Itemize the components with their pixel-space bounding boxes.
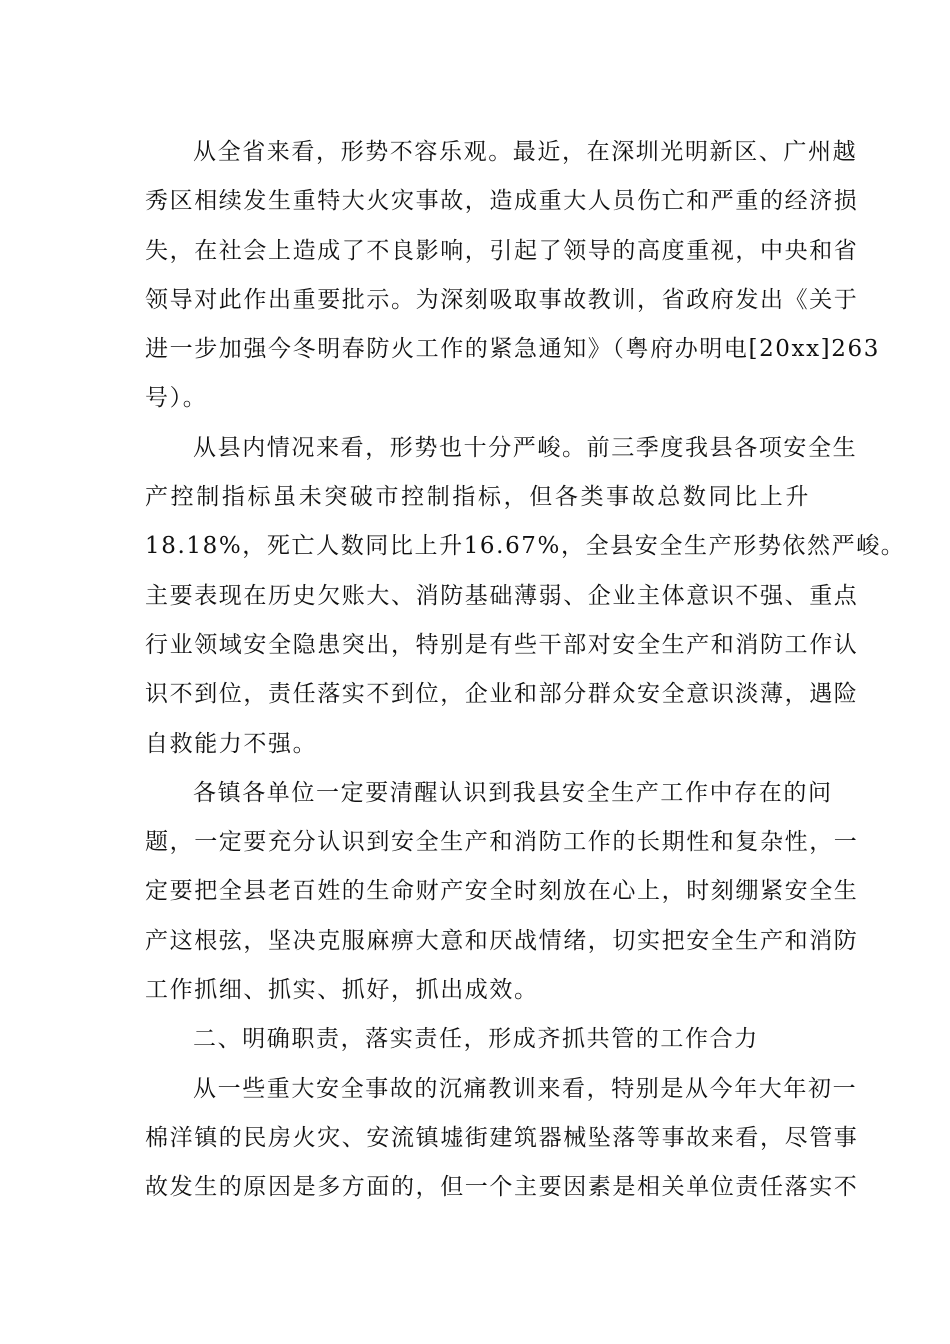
text-line: 自救能力不强。 [145, 730, 318, 757]
text-line: 从县内情况来看，形势也十分严峻。前三季度我县各项安全生 [193, 434, 858, 461]
text-line: 行业领域安全隐患突出，特别是有些干部对安全生产和消防工作认 [145, 631, 859, 658]
body-text [145, 128, 906, 1213]
text-line: 领导对此作出重要批示。为深刻吸取事故教训，省政府发出《关于 [145, 286, 859, 313]
text-line: 进一步加强今冬明春防火工作的紧急通知》（粤府办明电[20xx]263 [145, 336, 880, 363]
text-line: 从全省来看，形势不容乐观。最近，在深圳光明新区、广州越 [193, 139, 858, 165]
text-line: 主要表现在历史欠账大、消防基础薄弱、企业主体意识不强、重点 [145, 582, 859, 609]
text-line: 失，在社会上造成了不良影响，引起了领导的高度重视，中央和省 [145, 237, 859, 264]
text-line: 18.18%，死亡人数同比上升16.67%，全县安全生产形势依然严峻。 [145, 533, 906, 560]
text-line: 号）。 [145, 385, 208, 412]
text-line: 题，一定要充分认识到安全生产和消防工作的长期性和复杂性，一 [145, 829, 859, 856]
text-line: 识不到位，责任落实不到位，企业和部分群众安全意识淡薄，遇险 [145, 681, 859, 708]
text-line: 棉洋镇的民房火灾、安流镇墟街建筑器械坠落等事故来看，尽管事 [145, 1124, 859, 1151]
text-line: 定要把全县老百姓的生命财产安全时刻放在心上，时刻绷紧安全生 [145, 878, 859, 905]
text-line: 产控制指标虽未突破市控制指标，但各类事故总数同比上升 [145, 484, 810, 511]
text-line: 工作抓细、抓实、抓好，抓出成效。 [145, 977, 539, 1004]
text-line: 秀区相续发生重特大火灾事故，造成重大人员伤亡和严重的经济损 [145, 188, 859, 215]
section-heading: 二、明确职责，落实责任，形成齐抓共管的工作合力 [193, 1026, 759, 1053]
text-line: 故发生的原因是多方面的，但一个主要因素是相关单位责任落实不 [145, 1174, 859, 1201]
text-line: 产这根弦，坚决克服麻痹大意和厌战情绪，切实把安全生产和消防 [145, 927, 859, 954]
text-line: 各镇各单位一定要清醒认识到我县安全生产工作中存在的问 [193, 779, 833, 806]
text-line: 从一些重大安全事故的沉痛教训来看，特别是从今年大年初一 [193, 1075, 858, 1102]
